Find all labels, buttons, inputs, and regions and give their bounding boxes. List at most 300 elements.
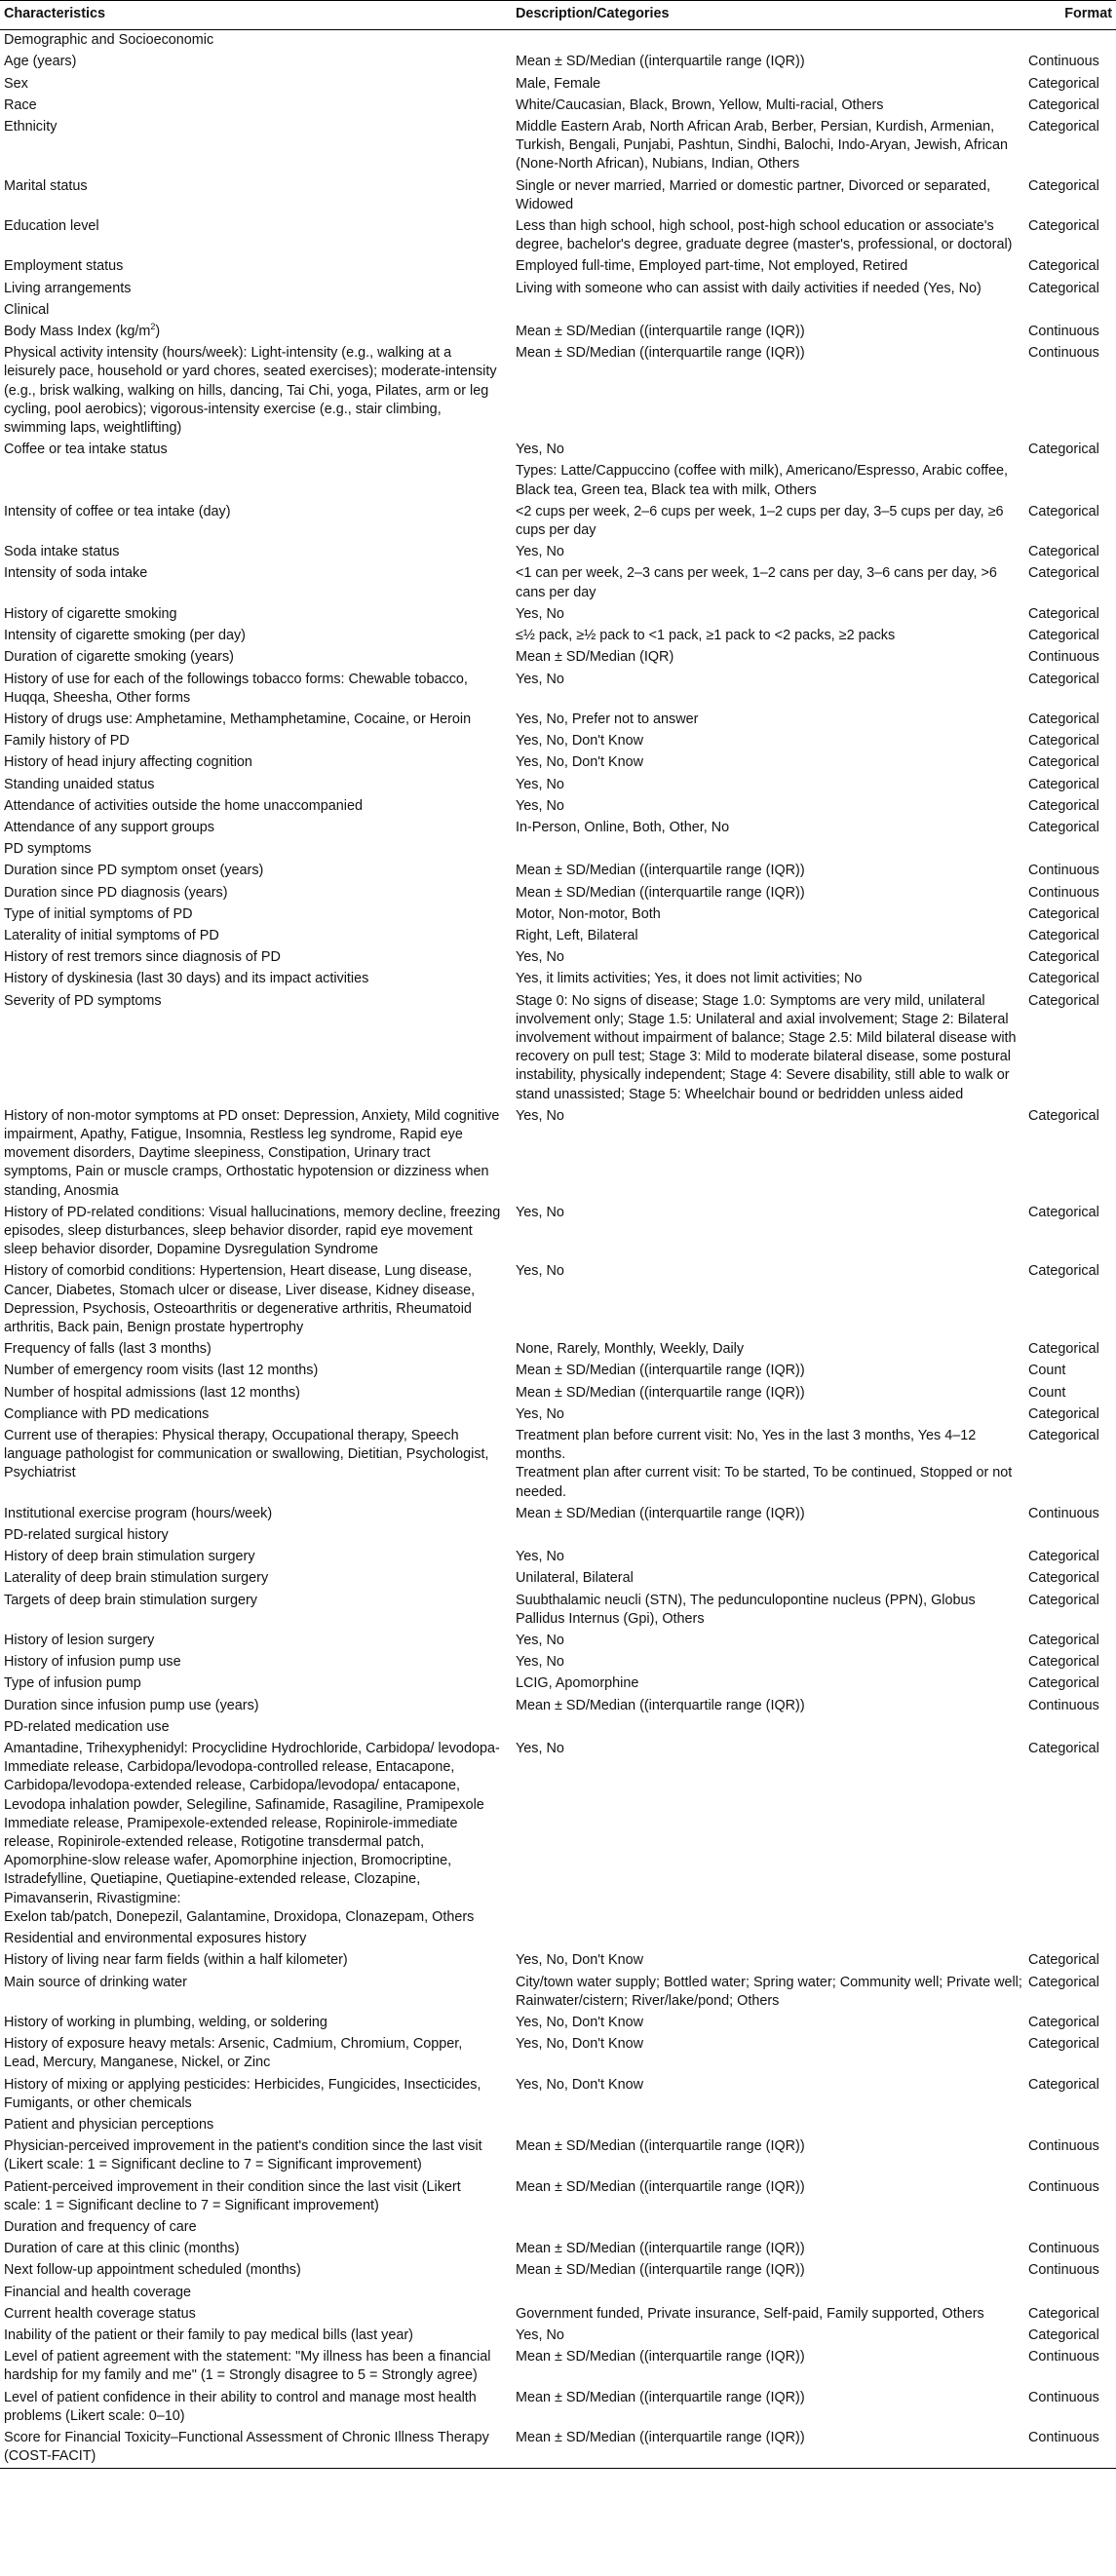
table-row xyxy=(0,969,1116,990)
characteristic-cell xyxy=(0,176,505,216)
format-cell: Continuous xyxy=(1028,884,1099,901)
description-cell xyxy=(505,2260,1028,2282)
description-text: Yes, No xyxy=(516,1263,564,1280)
description-text: <2 cups per week, 2–6 cups per week, 1–2 cups per day, 3–5 cups per day, ≥6 cups per day xyxy=(516,503,1004,539)
format-cell: Categorical xyxy=(1028,819,1099,835)
table-row xyxy=(0,542,1116,563)
characteristic-text: Institutional exercise program (hours/week) xyxy=(4,1505,273,1521)
characteristic-text: Number of hospital admissions (last 12 months) xyxy=(4,1384,300,1401)
description-text: Yes, No xyxy=(516,949,564,966)
description-cell xyxy=(505,279,1028,300)
description-text: Yes, No xyxy=(516,544,564,560)
description-cell xyxy=(505,1426,1028,1504)
table-row xyxy=(0,563,1116,603)
characteristic-text: History of use for each of the followings tobacco forms: Chewable tobacco, Huqqa, Sheesha, Other forms xyxy=(4,671,468,706)
characteristic-cell xyxy=(0,1339,505,1361)
description-text: LCIG, Apomorphine xyxy=(516,1675,639,1692)
characteristic-cell xyxy=(0,2013,505,2034)
characteristic-text: Coffee or tea intake status xyxy=(4,442,168,458)
description-text: Mean ± SD/Median ((interquartile range (IQR)) xyxy=(516,2178,805,2195)
characteristic-text: History of head injury affecting cognition xyxy=(4,754,252,771)
table-row xyxy=(0,604,1116,626)
description-cell xyxy=(505,1739,1028,1929)
description-text: Yes, No xyxy=(516,442,564,458)
format-cell: Categorical xyxy=(1028,544,1099,560)
characteristic-text: Intensity of cigarette smoking (per day) xyxy=(4,628,246,644)
characteristic-text: History of drugs use: Amphetamine, Methamphetamine, Cocaine, or Heroin xyxy=(4,711,472,727)
description-text: Mean ± SD/Median ((interquartile range (IQR)) xyxy=(516,1697,805,1713)
description-cell xyxy=(505,1696,1028,1717)
format-cell: Categorical xyxy=(1028,1633,1099,1649)
description-text: Mean ± SD/Median ((interquartile range (IQR)) xyxy=(516,1384,805,1401)
section-heading: PD-related surgical history xyxy=(4,1527,169,1544)
section-row xyxy=(0,2115,1116,2136)
description-cell xyxy=(505,1383,1028,1404)
format-cell: Categorical xyxy=(1028,992,1099,1009)
description-cell xyxy=(505,1950,1028,1972)
characteristic-cell xyxy=(0,1973,505,2013)
table-row xyxy=(0,796,1116,818)
format-cell: Categorical xyxy=(1028,754,1099,771)
characteristic-text: Number of emergency room visits (last 12 months) xyxy=(4,1363,319,1379)
table-body xyxy=(0,30,1116,2469)
description-text: White/Caucasian, Black, Brown, Yellow, Multi-racial, Others xyxy=(516,96,884,113)
format-cell: Categorical xyxy=(1028,1974,1099,1990)
table-row xyxy=(0,1361,1116,1382)
description-cell xyxy=(505,2177,1028,2217)
characteristic-cell xyxy=(0,904,505,926)
description-cell xyxy=(505,969,1028,990)
characteristic-text: History of living near farm fields (within a half kilometer) xyxy=(4,1952,348,1969)
description-text: Mean ± SD/Median (IQR) xyxy=(516,649,674,666)
table-row xyxy=(0,279,1116,300)
characteristic-cell xyxy=(0,1203,505,1262)
header-format: Format xyxy=(1028,1,1116,30)
description-text: Mean ± SD/Median ((interquartile range (IQR)) xyxy=(516,2349,805,2365)
characteristic-cell xyxy=(0,216,505,256)
characteristic-text: Intensity of soda intake xyxy=(4,565,148,582)
table-row xyxy=(0,1950,1116,1972)
characteristic-cell xyxy=(0,1950,505,1972)
table-row xyxy=(0,216,1116,256)
table-header-row xyxy=(0,1,1116,30)
format-cell: Categorical xyxy=(1028,503,1099,519)
format-cell: Categorical xyxy=(1028,280,1099,296)
characteristic-text: Patient-perceived improvement in their condition since the last visit (Likert scale: 1 = Significant decline to 7 = Significant improvement) xyxy=(4,2178,461,2213)
characteristic-text: History of comorbid conditions: Hypertension, Heart disease, Lung disease, Cancer, Diabetes, Stomach ulcer or disease, Liver disease, Kidney disease, Depression, Psychosis, Osteoarthritis or degenerative arthritis, Rheumatoid arthritis, Back pain, Benign prostate hypertrophy xyxy=(4,1263,476,1335)
section-row xyxy=(0,1525,1116,1547)
table-row xyxy=(0,861,1116,882)
characteristic-cell xyxy=(0,1631,505,1652)
characteristic-cell xyxy=(0,731,505,752)
characteristic-cell xyxy=(0,2304,505,2326)
characteristic-text: Duration since PD diagnosis (years) xyxy=(4,884,228,901)
description-cell xyxy=(505,1591,1028,1631)
table-row xyxy=(0,343,1116,440)
table-row xyxy=(0,991,1116,1106)
characteristic-cell xyxy=(0,440,505,461)
characteristic-text: Sex xyxy=(4,75,28,92)
section-heading: Residential and environmental exposures history xyxy=(4,1931,307,1947)
characteristic-cell xyxy=(0,2239,505,2260)
description-text: Male, Female xyxy=(516,75,601,92)
format-cell: Count xyxy=(1028,1363,1066,1379)
description-cell xyxy=(505,818,1028,839)
table-row xyxy=(0,2304,1116,2326)
table-row xyxy=(0,1261,1116,1339)
section-row xyxy=(0,30,1116,53)
characteristic-text: Physician-perceived improvement in the patient's condition since the last visit (Likert scale: 1 = Significant decline to 7 = Significant improvement) xyxy=(4,2138,482,2173)
description-text: Yes, No xyxy=(516,1204,564,1220)
description-text: Yes, No xyxy=(516,1549,564,1565)
characteristic-text: History of dyskinesia (last 30 days) and its impact activities xyxy=(4,971,369,987)
format-cell: Continuous xyxy=(1028,324,1099,340)
description-text: Yes, No, Prefer not to answer xyxy=(516,711,699,727)
table-row xyxy=(0,626,1116,647)
description-text: Mean ± SD/Median ((interquartile range (IQR)) xyxy=(516,324,805,340)
description-cell xyxy=(505,2388,1028,2428)
description-text: City/town water supply; Bottled water; Spring water; Community well; Private well; Rainwater/cistern; River/lake/pond; Others xyxy=(516,1974,1022,2009)
description-text: ≤½ pack, ≥½ pack to <1 pack, ≥1 pack to <2 packs, ≥2 packs xyxy=(516,628,896,644)
characteristic-cell xyxy=(0,322,505,343)
table-row xyxy=(0,1652,1116,1673)
description-text: Yes, No xyxy=(516,776,564,792)
description-cell xyxy=(505,991,1028,1106)
description-cell xyxy=(505,256,1028,278)
format-cell: Categorical xyxy=(1028,177,1099,194)
characteristic-text: Laterality of initial symptoms of PD xyxy=(4,927,219,943)
description-cell xyxy=(505,861,1028,882)
characteristic-cell xyxy=(0,502,505,542)
description-cell xyxy=(505,2034,1028,2074)
table-row xyxy=(0,461,1116,501)
characteristic-text: Laterality of deep brain stimulation surgery xyxy=(4,1570,269,1587)
characteristic-cell xyxy=(0,670,505,710)
characteristic-text: Type of initial symptoms of PD xyxy=(4,905,193,922)
table-row xyxy=(0,2177,1116,2217)
description-cell xyxy=(505,2347,1028,2387)
characteristic-cell xyxy=(0,1696,505,1717)
characteristic-cell xyxy=(0,1383,505,1404)
description-text-continued: Treatment plan after current visit: To be started, To be continued, Stopped or not needed. xyxy=(516,1465,1013,1500)
description-text: None, Rarely, Monthly, Weekly, Daily xyxy=(516,1341,745,1358)
description-cell xyxy=(505,1973,1028,2013)
format-cell: Categorical xyxy=(1028,1341,1099,1358)
format-cell: Continuous xyxy=(1028,54,1099,70)
table-row xyxy=(0,52,1116,73)
characteristic-text: Attendance of any support groups xyxy=(4,819,215,835)
format-cell: Categorical xyxy=(1028,2036,1099,2053)
table-row xyxy=(0,2347,1116,2387)
format-cell: Categorical xyxy=(1028,927,1099,943)
description-cell xyxy=(505,2304,1028,2326)
description-cell xyxy=(505,563,1028,603)
description-cell xyxy=(505,604,1028,626)
characteristic-cell xyxy=(0,926,505,947)
description-cell xyxy=(505,670,1028,710)
characteristic-text: History of rest tremors since diagnosis of PD xyxy=(4,949,281,966)
description-text: Yes, No, Don't Know xyxy=(516,2076,644,2093)
table-row xyxy=(0,904,1116,926)
description-cell xyxy=(505,1673,1028,1695)
characteristic-cell xyxy=(0,1591,505,1631)
characteristic-cell xyxy=(0,117,505,176)
characteristic-cell xyxy=(0,969,505,990)
table-row xyxy=(0,1739,1116,1929)
description-text: Living with someone who can assist with daily activities if needed (Yes, No) xyxy=(516,280,981,296)
description-text: Yes, No, Don't Know xyxy=(516,733,644,750)
format-cell: Categorical xyxy=(1028,1592,1099,1608)
characteristic-text: History of mixing or applying pesticides: Herbicides, Fungicides, Insecticides, Fumigants, or other chemicals xyxy=(4,2076,481,2111)
format-cell: Continuous xyxy=(1028,2138,1099,2155)
characteristic-cell xyxy=(0,2177,505,2217)
table-row xyxy=(0,1631,1116,1652)
format-cell: Categorical xyxy=(1028,442,1099,458)
characteristic-text: Duration of cigarette smoking (years) xyxy=(4,649,234,666)
table-row xyxy=(0,1383,1116,1404)
description-cell xyxy=(505,1631,1028,1652)
description-text: Stage 0: No signs of disease; Stage 1.0: Symptoms are very mild, unilateral involvement only; Stage 1.5: Unilateral and axial involvement; Stage 2: Bilateral involvement without impairment of balance; Stage 2.5: Mild bilateral disease with recovery on pull test; Stage 3: Mild to moderate bilateral disease, some postural instability, physically independent; Stage 4: Severe disability, still able to walk or stand unassisted; Stage 5: Wheelchair bound or bedridden unless aided xyxy=(516,992,1017,1102)
description-text: Government funded, Private insurance, Self-paid, Family supported, Others xyxy=(516,2305,984,2322)
description-cell xyxy=(505,1339,1028,1361)
table-row xyxy=(0,775,1116,796)
description-cell xyxy=(505,775,1028,796)
characteristic-text: Current health coverage status xyxy=(4,2305,196,2322)
format-cell: Categorical xyxy=(1028,971,1099,987)
characteristic-text: Duration of care at this clinic (months) xyxy=(4,2241,240,2257)
description-cell xyxy=(505,1261,1028,1339)
characteristic-cell xyxy=(0,74,505,96)
section-row xyxy=(0,2217,1116,2239)
format-cell: Categorical xyxy=(1028,1654,1099,1671)
format-cell: Categorical xyxy=(1028,1263,1099,1280)
characteristic-cell xyxy=(0,775,505,796)
description-text: Less than high school, high school, post-high school education or associate's degree, bachelor's degree, graduate degree (master's, professional, or doctoral) xyxy=(516,218,1013,253)
section-row xyxy=(0,1929,1116,1950)
format-cell: Continuous xyxy=(1028,2389,1099,2405)
characteristic-text-suffix: ) xyxy=(155,324,161,340)
description-text: Right, Left, Bilateral xyxy=(516,927,638,943)
format-cell: Categorical xyxy=(1028,1675,1099,1692)
characteristic-text: Duration since infusion pump use (years) xyxy=(4,1697,259,1713)
format-cell: Categorical xyxy=(1028,218,1099,235)
characteristic-text: Employment status xyxy=(4,258,124,275)
characteristic-cell xyxy=(0,2034,505,2074)
format-cell: Categorical xyxy=(1028,1428,1099,1444)
description-text: Yes, No xyxy=(516,1741,564,1757)
description-text: Mean ± SD/Median ((interquartile range (IQR)) xyxy=(516,2429,805,2445)
description-cell xyxy=(505,52,1028,73)
description-cell xyxy=(505,440,1028,461)
characteristic-cell xyxy=(0,279,505,300)
characteristic-cell xyxy=(0,256,505,278)
table-row xyxy=(0,2136,1116,2176)
characteristic-cell xyxy=(0,752,505,774)
description-cell xyxy=(505,710,1028,731)
characteristic-text: Score for Financial Toxicity–Functional Assessment of Chronic Illness Therapy (COST-FACIT) xyxy=(4,2429,489,2465)
characteristic-cell xyxy=(0,1504,505,1525)
characteristic-cell xyxy=(0,2136,505,2176)
characteristic-cell xyxy=(0,1426,505,1504)
characteristic-cell xyxy=(0,991,505,1106)
characteristic-text: Compliance with PD medications xyxy=(4,1405,210,1422)
description-text: Types: Latte/Cappuccino (coffee with milk), Americano/Espresso, Arabic coffee, Black tea, Green tea, Black tea with milk, Others xyxy=(516,463,1008,498)
table-row xyxy=(0,2428,1116,2469)
format-cell: Categorical xyxy=(1028,711,1099,727)
description-cell xyxy=(505,117,1028,176)
characteristic-cell xyxy=(0,1547,505,1568)
characteristic-cell xyxy=(0,96,505,117)
characteristic-text: Family history of PD xyxy=(4,733,130,750)
characteristic-cell xyxy=(0,883,505,904)
characteristic-text: History of deep brain stimulation surgery xyxy=(4,1549,255,1565)
table-row xyxy=(0,947,1116,969)
description-cell xyxy=(505,502,1028,542)
characteristic-cell xyxy=(0,1739,505,1929)
format-cell: Count xyxy=(1028,1384,1066,1401)
format-cell: Categorical xyxy=(1028,949,1099,966)
characteristic-text: History of non-motor symptoms at PD onset: Depression, Anxiety, Mild cognitive impairment, Apathy, Fatigue, Insomnia, Restless leg syndrome, Rapid eye movement disorders, Daytime sleepiness, Constipation, Urinary tract symptoms, Pain or muscle cramps, Orthostatic hypotension or dizziness when standing, Anosmia xyxy=(4,1107,500,1199)
description-text: Yes, No xyxy=(516,1633,564,1649)
characteristic-text: Frequency of falls (last 3 months) xyxy=(4,1341,212,1358)
description-text: Mean ± SD/Median ((interquartile range (IQR)) xyxy=(516,884,805,901)
characteristic-text: Soda intake status xyxy=(4,544,120,560)
format-cell: Categorical xyxy=(1028,1570,1099,1587)
characteristic-text-continued: Exelon tab/patch, Donepezil, Galantamine, Droxidopa, Clonazepam, Others xyxy=(4,1908,475,1925)
description-cell xyxy=(505,752,1028,774)
characteristic-text: Next follow-up appointment scheduled (months) xyxy=(4,2262,301,2279)
characteristic-text: Intensity of coffee or tea intake (day) xyxy=(4,503,231,519)
characteristic-cell xyxy=(0,626,505,647)
characteristic-text: Living arrangements xyxy=(4,280,132,296)
section-heading: PD symptoms xyxy=(4,841,92,858)
format-cell: Categorical xyxy=(1028,2076,1099,2093)
characteristic-text: Ethnicity xyxy=(4,119,58,135)
description-cell xyxy=(505,96,1028,117)
characteristic-text: Body Mass Index (kg/m xyxy=(4,324,151,340)
format-cell: Continuous xyxy=(1028,2262,1099,2279)
description-cell xyxy=(505,926,1028,947)
description-text: Yes, No xyxy=(516,2326,564,2343)
table-row xyxy=(0,670,1116,710)
description-cell xyxy=(505,1106,1028,1203)
description-text: Suubthalamic neucli (STN), The pedunculopontine nucleus (PPN), Globus Pallidus Internus (Gpi), Others xyxy=(516,1592,976,1627)
description-text: Mean ± SD/Median ((interquartile range (IQR)) xyxy=(516,1363,805,1379)
description-text: Single or never married, Married or domestic partner, Divorced or separated, Widowed xyxy=(516,177,991,212)
description-text: Mean ± SD/Median ((interquartile range (IQR)) xyxy=(516,54,805,70)
description-cell xyxy=(505,1504,1028,1525)
format-cell xyxy=(1028,461,1116,501)
description-text: Mean ± SD/Median ((interquartile range (IQR)) xyxy=(516,2389,805,2405)
table-row xyxy=(0,176,1116,216)
table-row xyxy=(0,2388,1116,2428)
table-row xyxy=(0,440,1116,461)
characteristic-cell xyxy=(0,2326,505,2347)
format-cell: Continuous xyxy=(1028,649,1099,666)
description-text: In-Person, Online, Both, Other, No xyxy=(516,819,730,835)
characteristic-cell xyxy=(0,2388,505,2428)
characteristic-text: History of lesion surgery xyxy=(4,1633,155,1649)
description-text: Mean ± SD/Median ((interquartile range (IQR)) xyxy=(516,2241,805,2257)
format-cell: Categorical xyxy=(1028,565,1099,582)
format-cell: Categorical xyxy=(1028,1204,1099,1220)
description-text: Yes, No, Don't Know xyxy=(516,1952,644,1969)
format-cell: Categorical xyxy=(1028,2305,1099,2322)
format-cell: Continuous xyxy=(1028,2349,1099,2365)
characteristic-text: History of cigarette smoking xyxy=(4,605,177,622)
table-row xyxy=(0,818,1116,839)
description-text: Motor, Non-motor, Both xyxy=(516,905,661,922)
table-row xyxy=(0,1404,1116,1426)
format-cell: Continuous xyxy=(1028,345,1099,362)
description-cell xyxy=(505,216,1028,256)
characteristic-cell xyxy=(0,861,505,882)
description-text: Mean ± SD/Median ((interquartile range (IQR)) xyxy=(516,2262,805,2279)
description-text: Mean ± SD/Median ((interquartile range (IQR)) xyxy=(516,345,805,362)
description-text: Mean ± SD/Median ((interquartile range (IQR)) xyxy=(516,1505,805,1521)
table-row xyxy=(0,96,1116,117)
description-text: Yes, No xyxy=(516,605,564,622)
description-cell xyxy=(505,2136,1028,2176)
characteristic-text: Type of infusion pump xyxy=(4,1675,141,1692)
format-cell: Categorical xyxy=(1028,1952,1099,1969)
table-row xyxy=(0,1673,1116,1695)
characteristic-cell xyxy=(0,710,505,731)
table-row xyxy=(0,117,1116,176)
table-row xyxy=(0,2239,1116,2260)
description-text: Yes, it limits activities; Yes, it does not limit activities; No xyxy=(516,971,863,987)
table-row xyxy=(0,322,1116,343)
description-text: Unilateral, Bilateral xyxy=(516,1570,634,1587)
description-text: Yes, No xyxy=(516,797,564,814)
format-cell: Continuous xyxy=(1028,1697,1099,1713)
format-cell: Categorical xyxy=(1028,776,1099,792)
table-row xyxy=(0,1973,1116,2013)
format-cell: Categorical xyxy=(1028,605,1099,622)
characteristic-text: Level of patient confidence in their ability to control and manage most health problems (Likert scale: 0–10) xyxy=(4,2389,477,2424)
format-cell: Categorical xyxy=(1028,671,1099,687)
characteristic-text: Severity of PD symptoms xyxy=(4,992,162,1009)
format-cell: Categorical xyxy=(1028,2326,1099,2343)
characteristic-text: Current use of therapies: Physical therapy, Occupational therapy, Speech language pathologist for communication or swallowing, Dietitian, Psychologist, Psychiatrist xyxy=(4,1428,489,1481)
format-cell: Categorical xyxy=(1028,119,1099,135)
table-row xyxy=(0,883,1116,904)
description-cell xyxy=(505,343,1028,440)
format-cell: Categorical xyxy=(1028,96,1099,113)
table-row xyxy=(0,1568,1116,1590)
description-cell xyxy=(505,904,1028,926)
table-row xyxy=(0,2013,1116,2034)
description-cell xyxy=(505,1568,1028,1590)
description-text: Yes, No xyxy=(516,1405,564,1422)
table-row xyxy=(0,2075,1116,2115)
characteristic-text: Age (years) xyxy=(4,54,77,70)
section-heading: Demographic and Socioeconomic xyxy=(4,32,214,49)
format-cell: Categorical xyxy=(1028,1405,1099,1422)
format-cell: Categorical xyxy=(1028,797,1099,814)
characteristic-cell xyxy=(0,461,505,501)
description-cell xyxy=(505,2326,1028,2347)
format-cell: Categorical xyxy=(1028,1741,1099,1757)
characteristic-text: Marital status xyxy=(4,177,88,194)
description-text: <1 can per week, 2–3 cans per week, 1–2 cans per day, 3–6 cans per day, >6 cans per day xyxy=(516,565,997,600)
format-cell: Continuous xyxy=(1028,863,1099,879)
section-heading: Duration and frequency of care xyxy=(4,2218,197,2235)
description-cell xyxy=(505,1203,1028,1262)
section-heading: Financial and health coverage xyxy=(4,2284,192,2300)
unit-superscript: 2 xyxy=(150,322,156,332)
characteristic-text: Duration since PD symptom onset (years) xyxy=(4,863,264,879)
